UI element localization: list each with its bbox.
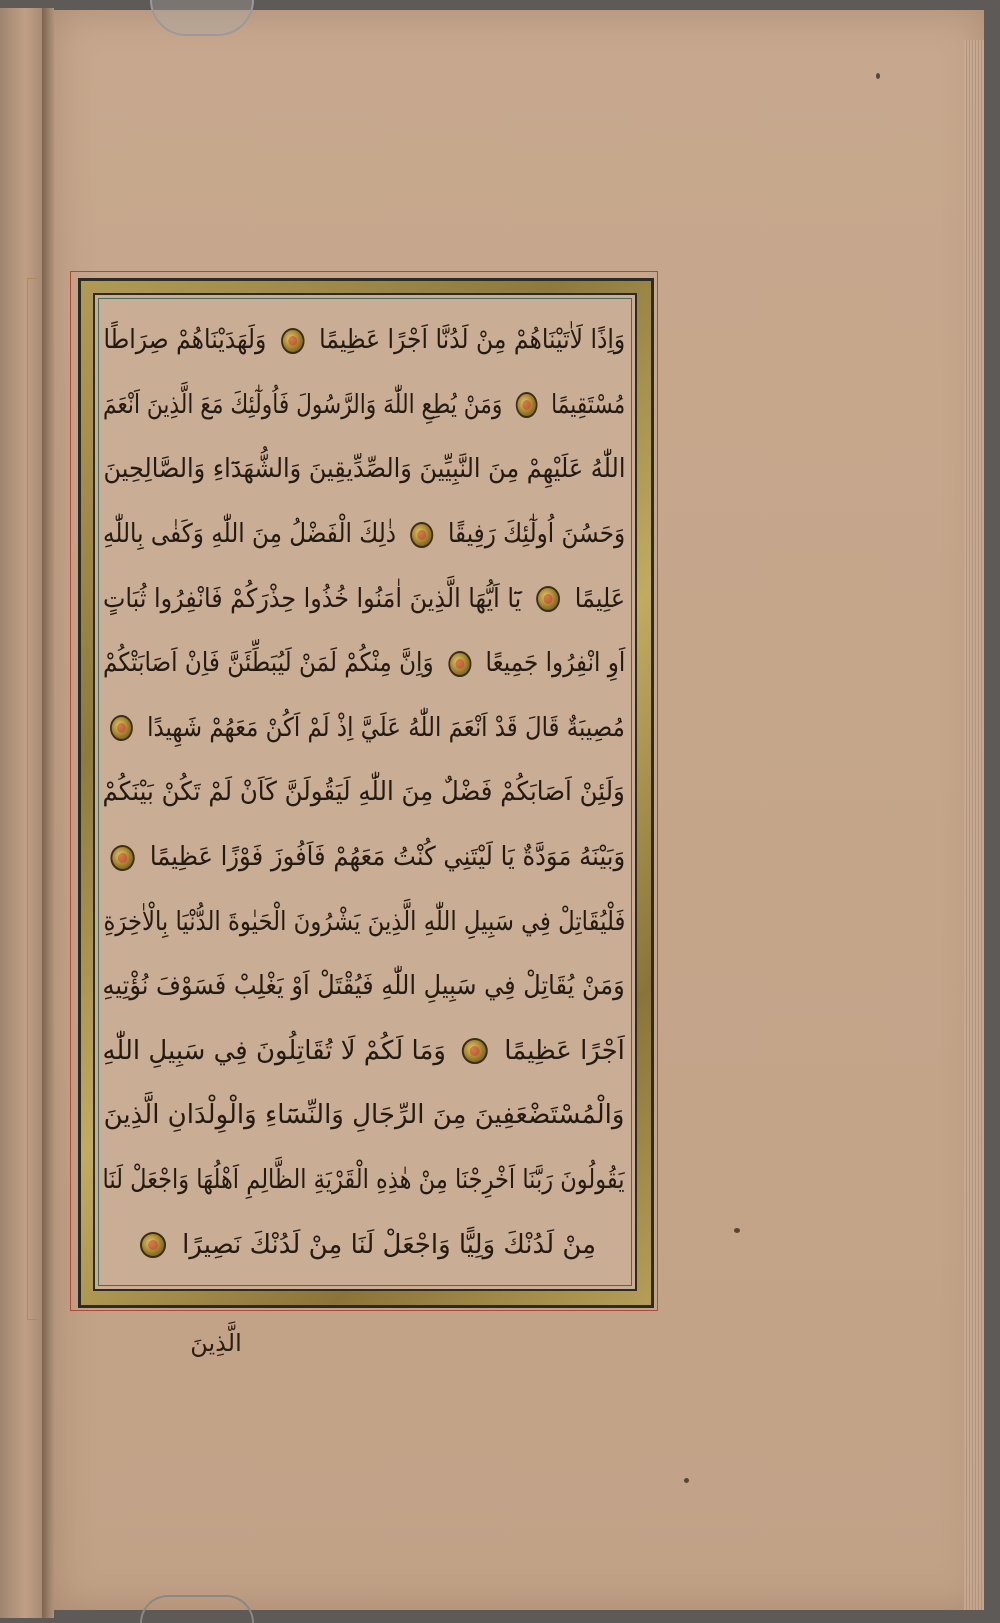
verse-marker-icon	[448, 651, 471, 677]
verse-marker-icon	[516, 392, 538, 418]
page-edges	[964, 40, 984, 1610]
text-line: اللّٰهُ عَلَيْهِمْ مِنَ النَّبِيِّينَ وَالصِّدِّيقِينَ وَالشُّهَدَٓاءِ وَالصَّالِحِينَ	[103, 454, 625, 485]
text-line: اَجْرًا عَظِيمًا وَمَا لَكُمْ لَا تُقَاتِلُونَ فِي سَبِيلِ اللّٰهِ	[102, 1035, 626, 1066]
binding-gutter	[42, 8, 54, 1618]
text-line: وَحَسُنَ اُولٰٓئِكَ رَفِيقًا ذٰلِكَ الْفَضْلُ مِنَ اللّٰهِ وَكَفٰى بِاللّٰهِ	[102, 519, 626, 550]
paper-spot	[876, 73, 880, 79]
verse-marker-icon	[462, 1038, 488, 1064]
text-line: مِنْ لَدُنْكَ وَلِيًّا وَاجْعَلْ لَنَا مِنْ لَدُنْكَ نَصِيرًا	[100, 1212, 628, 1277]
text-line: وَالْمُسْتَضْعَفِينَ مِنَ الرِّجَالِ وَالنِّسَٓاءِ وَالْوِلْدَانِ الَّذِينَ	[103, 1100, 625, 1131]
facing-page-edge	[0, 8, 44, 1618]
text-line: اَوِ انْفِرُوا جَمِيعًا وَاِنَّ مِنْكُمْ لَمَنْ لَيُبَطِّئَنَّ فَاِنْ اَصَابَتْكُمْ	[102, 648, 626, 679]
text-line: مُصِيبَةٌ قَالَ قَدْ اَنْعَمَ اللّٰهُ عَلَيَّ اِذْ لَمْ اَكُنْ مَعَهُمْ شَهِيدًا	[100, 696, 628, 761]
verse-marker-icon	[410, 522, 433, 548]
verse-marker-icon	[110, 715, 133, 741]
paper-spot	[734, 1228, 740, 1233]
text-line: وَبَيْنَهُ مَوَدَّةٌ يَا لَيْتَنِي كُنْتُ مَعَهُمْ فَاَفُوزَ فَوْزًا عَظِيمًا	[100, 825, 628, 890]
verse-marker-icon	[110, 845, 134, 871]
verse-marker-icon	[281, 328, 304, 354]
text-line: وَاِذًا لَاٰتَيْنَاهُمْ مِنْ لَدُنَّا اَجْرًا عَظِيمًا وَلَهَدَيْنَاهُمْ صِرَاطًا	[103, 325, 625, 356]
text-line: وَلَئِنْ اَصَابَكُمْ فَضْلٌ مِنَ اللّٰهِ لَيَقُولَنَّ كَاَنْ لَمْ تَكُنْ بَيْنَكُمْ	[102, 777, 626, 808]
verse-marker-icon	[536, 586, 560, 612]
manuscript-text	[100, 308, 628, 1278]
facing-page-frame-edge	[27, 278, 38, 1320]
text-line: وَمَنْ يُقَاتِلْ فِي سَبِيلِ اللّٰهِ فَيُقْتَلْ اَوْ يَغْلِبْ فَسَوْفَ نُؤْتِيهِ	[102, 971, 626, 1002]
text-line: مُسْتَقِيمًا وَمَنْ يُطِعِ اللّٰهَ وَالرَّسُولَ فَاُولٰٓئِكَ مَعَ الَّذِينَ اَنْعَمَ	[102, 389, 626, 420]
text-line: فَلْيُقَاتِلْ فِي سَبِيلِ اللّٰهِ الَّذِينَ يَشْرُونَ الْحَيٰوةَ الدُّنْيَا بِالْاٰخِرَةِ	[103, 906, 625, 937]
text-line: يَقُولُونَ رَبَّنَا اَخْرِجْنَا مِنْ هٰذِهِ الْقَرْيَةِ الظَّالِمِ اَهْلُهَا وَاجْعَلْ لَنَا	[102, 1165, 626, 1196]
text-line: عَلِيمًا يَٓا اَيُّهَا الَّذِينَ اٰمَنُوا خُذُوا حِذْرَكُمْ فَانْفِرُوا ثُبَاتٍ	[102, 583, 626, 614]
catchword: الَّذِينَ	[190, 1329, 242, 1357]
page-clip-bottom	[140, 1595, 254, 1623]
verse-marker-icon	[140, 1232, 166, 1258]
paper-spot	[684, 1478, 689, 1483]
